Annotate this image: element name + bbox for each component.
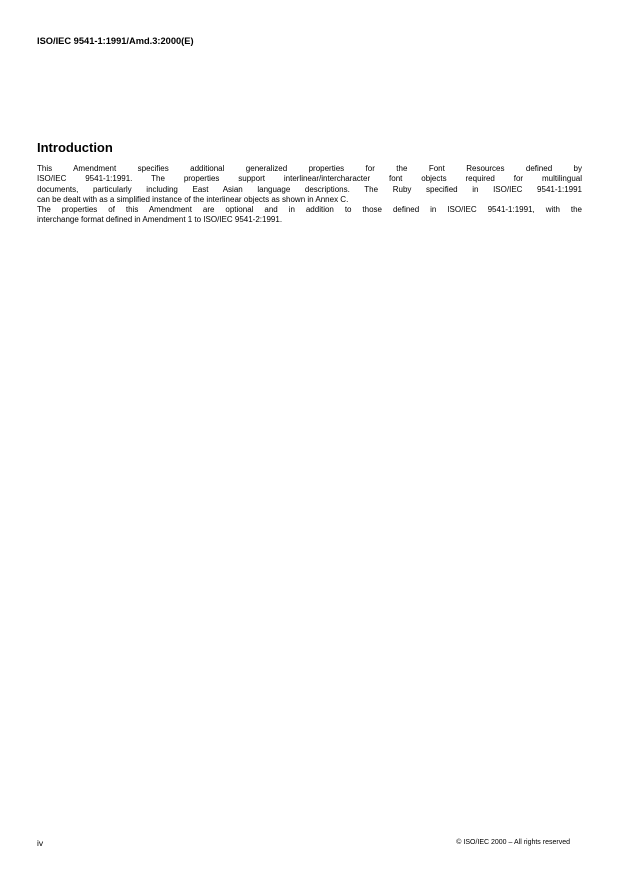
text-line: documents, particularly including East Asian language descriptions. The Ruby specified in ISO/IEC 9541-1:1991 [37,184,582,194]
paragraph-2 [37,205,582,226]
text-line: The properties of this Amendment are optional and in addition to those defined in ISO/IEC 9541-1:1991, with the [37,205,582,214]
document-header: ISO/IEC 9541-1:1991/Amd.3:2000(E) [37,36,194,46]
paragraph-1 [37,164,582,206]
section-title: Introduction [37,140,113,155]
text-line: ISO/IEC 9541-1:1991. The properties support interlinear/intercharacter font objects required for multilingual [37,174,582,184]
page-number: iv [37,838,44,848]
copyright-notice: © ISO/IEC 2000 – All rights reserved [456,839,570,846]
text-line: can be dealt with as a simplified instance of the interlinear objects as shown in Annex C. [37,195,349,205]
text-line: This Amendment specifies additional generalized properties for the Font Resources defined by [37,164,582,173]
text-line: interchange format defined in Amendment 1 to ISO/IEC 9541-2:1991. [37,215,283,225]
